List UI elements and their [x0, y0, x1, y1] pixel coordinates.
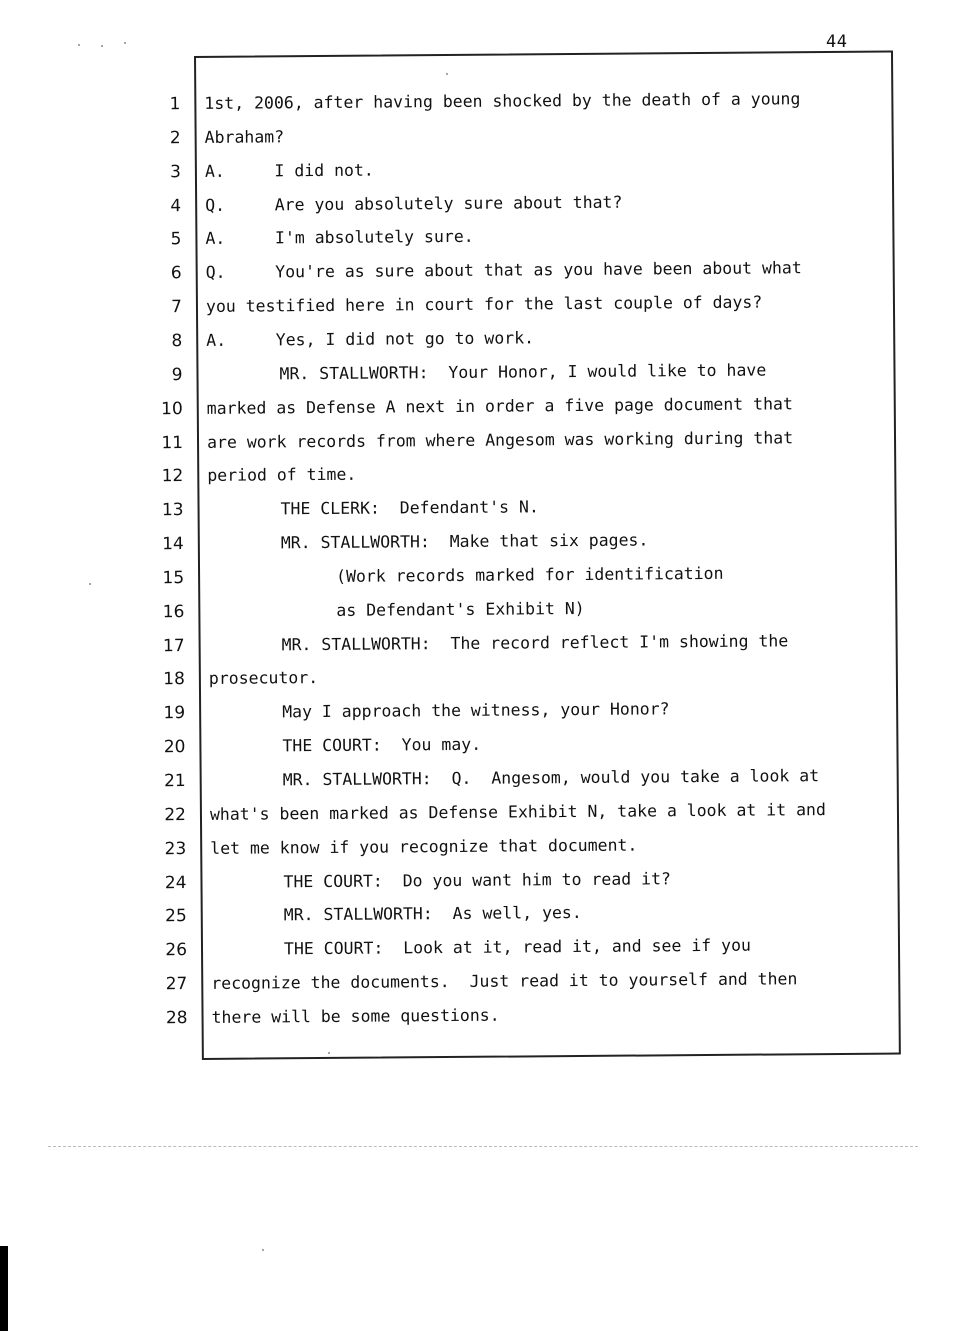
line-text: MR. STALLWORTH: As well, yes.	[283, 903, 582, 925]
transcript-line	[160, 799, 900, 835]
line-number: 22	[164, 804, 187, 826]
transcript-line	[158, 596, 898, 632]
line-number: 2	[169, 127, 181, 149]
line-number: 24	[164, 872, 187, 893]
transcript-line	[160, 765, 900, 801]
line-number: 25	[165, 906, 187, 927]
line-number: 3	[170, 161, 181, 182]
line-text: MR. STALLWORTH: Make that six pages.	[280, 530, 649, 553]
transcript-line	[161, 969, 901, 1005]
line-text: period of time.	[207, 465, 357, 486]
scan-speck	[124, 42, 126, 44]
line-text: THE CLERK: Defendant's N.	[280, 497, 539, 519]
line-text: A. Yes, I did not go to work.	[206, 328, 535, 350]
line-text: as Defendant's Exhibit N)	[336, 598, 585, 620]
line-number: 20	[163, 737, 186, 758]
line-number: 16	[162, 601, 185, 623]
line-number: 10	[161, 398, 183, 419]
transcript-line	[156, 325, 896, 361]
transcript-line	[159, 698, 899, 734]
line-number: 13	[161, 500, 184, 521]
line-number: 17	[162, 635, 185, 656]
transcript-line	[157, 461, 897, 497]
transcript-line	[160, 867, 900, 903]
line-text: MR. STALLWORTH: Q. Angesom, would you take a look at	[282, 766, 820, 790]
transcript-line	[155, 156, 895, 192]
line-text: (Work records marked for identification	[336, 563, 724, 586]
transcript-line	[158, 529, 898, 565]
transcript-line	[157, 427, 897, 463]
line-number: 11	[161, 432, 184, 453]
line-text: you testified here in court for the last couple of days?	[205, 292, 763, 317]
line-text: Q. You're as sure about that as you have been about what	[205, 258, 802, 283]
scan-speck	[89, 583, 91, 585]
line-number: 18	[163, 669, 185, 690]
transcript-line	[158, 562, 898, 598]
transcript-line	[160, 833, 900, 869]
divider-rule	[48, 1146, 918, 1147]
line-number: 23	[164, 838, 187, 859]
line-number: 12	[161, 466, 184, 487]
transcript-line	[161, 901, 901, 937]
line-text: are work records from where Angesom was working during that	[206, 427, 794, 452]
line-text: A. I'm absolutely sure.	[205, 227, 474, 249]
line-text: May I approach the witness, your Honor?	[282, 699, 670, 722]
scan-edge-mark	[0, 1246, 8, 1331]
line-text: THE COURT: Look at it, read it, and see if you	[283, 935, 751, 959]
transcript-line	[159, 732, 899, 768]
scan-speck	[328, 1052, 330, 1054]
line-text: A. I did not.	[204, 160, 374, 181]
line-number: 1	[169, 94, 181, 115]
line-number: 28	[165, 1008, 188, 1029]
line-text: marked as Defense A next in order a five page document that	[206, 393, 793, 418]
line-text: recognize the documents. Just read it to yourself and then	[211, 969, 798, 993]
page-number: 44	[826, 32, 848, 52]
line-number: 14	[162, 534, 184, 555]
line-number: 8	[171, 331, 183, 352]
line-number: 26	[165, 940, 188, 961]
line-number: 27	[165, 974, 188, 995]
transcript-line	[156, 258, 896, 294]
line-number: 5	[170, 229, 182, 250]
line-number: 4	[170, 195, 182, 216]
line-text: MR. STALLWORTH: The record reflect I'm showing the	[281, 630, 789, 654]
line-text: prosecutor.	[208, 668, 319, 689]
line-number: 21	[163, 771, 186, 792]
transcript-line	[159, 664, 899, 700]
transcript-line	[161, 1002, 901, 1038]
transcript-line	[155, 190, 895, 226]
line-number: 15	[162, 567, 185, 589]
transcript-line	[161, 935, 901, 971]
scan-speck	[262, 1249, 264, 1251]
scan-speck	[446, 73, 448, 75]
scan-speck	[78, 44, 80, 46]
transcript-frame	[161, 50, 911, 1071]
transcript-line	[155, 224, 895, 260]
line-number: 6	[170, 263, 182, 284]
scan-speck	[101, 45, 103, 47]
transcript-line	[157, 393, 897, 429]
line-text: THE COURT: You may.	[282, 734, 482, 756]
transcript-line	[157, 495, 897, 531]
line-text: there will be some questions.	[211, 1005, 500, 1027]
line-text: Q. Are you absolutely sure about that?	[205, 192, 623, 215]
line-text: Abraham?	[204, 127, 285, 147]
line-number: 7	[171, 297, 183, 318]
line-text: MR. STALLWORTH: Your Honor, I would like to have	[279, 360, 767, 384]
transcript-line	[156, 292, 896, 328]
line-number: 19	[163, 703, 186, 724]
line-number: 9	[171, 364, 183, 385]
transcript-line	[159, 630, 899, 666]
line-text: THE COURT: Do you want him to read it?	[283, 868, 671, 891]
line-text: let me know if you recognize that document.	[210, 835, 638, 858]
transcript-line	[154, 89, 894, 125]
line-text: 1st, 2006, after having been shocked by the death of a young	[204, 89, 801, 113]
line-text: what's been marked as Defense Exhibit N, take a look at it and	[209, 799, 826, 824]
transcript-line	[155, 122, 895, 158]
transcript-line	[156, 359, 896, 395]
